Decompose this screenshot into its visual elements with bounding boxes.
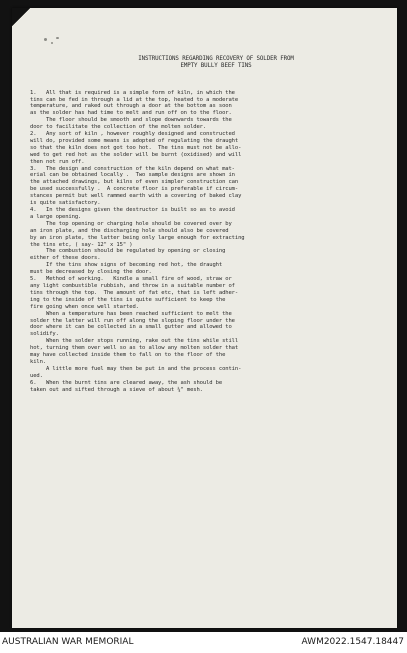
paragraph-2: 2. Any sort of kiln , however roughly designed and constructed will do, provided some means is adopted of regulating the draught so that the kiln does not got too hot. The tins must not be allo- wed to get red hot as the solder will be burnt (oxidised) and will then not run off. [30, 131, 242, 165]
folded-corner [12, 8, 30, 26]
paragraph-3: 3. The design and construction of the kiln depend on what mat- erial can be obtained locally . Two sample designs are shown in the attached drawings, but kilns of even simpler construction can be used successfully . A concrete floor is preferable if circum- stances permit but well rammed earth with a covering of baked clay is quite satisfactory. [30, 165, 242, 207]
document-body [30, 56, 362, 393]
pin-holes [42, 36, 64, 48]
paragraph-6: 6. When the burnt tins are cleared away, the ash should be taken out and sifted through a sieve of about ¼" mesh. [30, 379, 223, 393]
footer-institution: AUSTRALIAN WAR MEMORIAL [2, 637, 134, 647]
footer-bar [0, 632, 407, 653]
document-title [70, 56, 362, 70]
title-line-2: EMPTY BULLY BEEF TINS [180, 62, 252, 69]
title-line-1: INSTRUCTIONS REGARDING RECOVERY OF SOLDER FROM [138, 56, 294, 62]
paragraph-4: 4. In the designs given the destructor is built so as to avoid a large opening. The top opening or charging hole should be covered over by an iron plate, and the discharging hole should also be covered by an iron plate, the latter being only large enough for extracting the tins etc, ( say- 12" x 15" ) The combustion should be regulated by opening or closing either of these doors. If the tins show signs of becoming red hot, the draught must be decreased by closing the door. [30, 207, 245, 276]
footer-accession-number: AWM2022.1547.18447 [301, 637, 404, 647]
paragraph-1: 1. All that is required is a simple form of kiln, in which the tins can be fed in through a lid at the top, heated to a moderate temperature, and raked out through a door at the bottom as soon as the solder has had time to melt and run off on to the floor. The floor should be smooth and slope downwards towards the door to facilitate the collection of the molten solder. [30, 89, 239, 131]
paragraph-5: 5. Method of working. Kindle a small fire of wood, straw or any light combustible rubbish, and throw in a suitable number of tins through the top. The amount of fat etc, that is left adher- ing to the inside of the tins is quite sufficient to keep the fire going when once well started. When a temperature has been reached sufficient to melt the solder the latter will run off along the sloping floor under the door where it can be collected in a small gutter and allowed to solidify. When the solder stops running, rake out the tins while still hot, turning them over well so as to allow any molten solder that may have collected inside them to fall on to the floor of the kiln. A little more fuel may then be put in and the process contin- ued. [30, 276, 242, 379]
